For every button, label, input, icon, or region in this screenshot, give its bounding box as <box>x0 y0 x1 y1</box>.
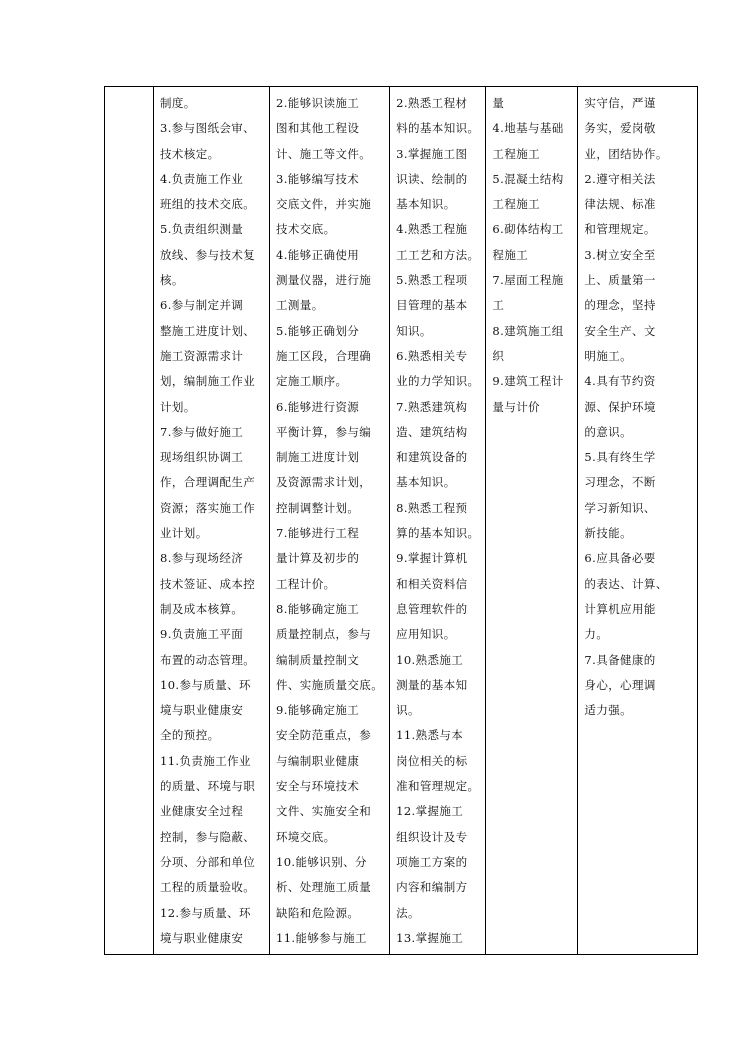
cell-text-line: 和管理规定。 <box>584 222 656 237</box>
cell-text-line: 测量仪器，进行施 <box>276 273 372 288</box>
cell-text-line: 识。 <box>396 703 420 718</box>
cell-text-line: 安全与环境技术 <box>276 779 360 794</box>
cell-text-line: 6.能够进行资源 <box>276 399 360 414</box>
cell-text-line: 放线、参与技术复 <box>160 247 256 262</box>
cell-text-line: 4.能够正确使用 <box>276 247 360 262</box>
cell-text-line: 4.地基与基础 <box>492 121 564 136</box>
cell-text-line: 文件、实施安全和 <box>276 804 372 819</box>
cell-text-line: 务实，爱岗敬 <box>584 121 656 136</box>
cell-text-line: 算的基本知识。 <box>396 526 480 541</box>
cell-text-line: 习理念，不断 <box>584 475 656 490</box>
cell-text-line: 工程计价。 <box>276 576 336 591</box>
cell-text-line: 4.具有节约资 <box>584 374 656 389</box>
cell-text-line: 3.参与图纸会审、 <box>160 121 256 136</box>
cell-text-line: 工程施工 <box>492 146 541 161</box>
cell-text-line: 力。 <box>584 627 609 642</box>
cell-text-line: 9.掌握计算机 <box>396 551 468 566</box>
cell-text-line: 2.能够识读施工 <box>276 96 360 110</box>
cell-text-line: 2.遵守相关法 <box>584 171 656 186</box>
cell-text-line: 律法规、标准 <box>584 197 656 212</box>
cell-text-line: 环境交底。 <box>276 829 336 844</box>
cell-text-line: 2.熟悉工程材 <box>396 96 468 110</box>
table-cell-qualities <box>578 87 698 955</box>
cell-text-line: 控制，参与隐蔽、 <box>160 829 256 844</box>
cell-text-line: 知识。 <box>396 323 432 338</box>
cell-text-line: 整施工进度计划、 <box>160 323 256 338</box>
cell-text-line: 织 <box>492 348 505 363</box>
cell-text-line: 识读、绘制的 <box>396 171 468 186</box>
cell-text-line: 缺陷和危险源。 <box>276 905 360 920</box>
cell-text-line: 适力强。 <box>584 703 633 718</box>
cell-text-line: 程施工 <box>492 247 529 262</box>
cell-text-line: 10.参与质量、环 <box>160 677 251 692</box>
cell-text-line: 造、建筑结构 <box>396 424 468 439</box>
cell-text-line: 明施工。 <box>584 348 633 363</box>
cell-text-line: 7.熟悉建筑构 <box>396 399 468 414</box>
cell-text-line: 7.能够进行工程 <box>276 526 360 541</box>
cell-text-line: 的质量、环境与职 <box>160 779 256 794</box>
cell-text-line: 6.熟悉相关专 <box>396 348 468 363</box>
cell-text-line: 和建筑设备的 <box>396 450 468 465</box>
cell-text-line: 分项、分部和单位 <box>160 854 256 869</box>
cell-text-line: 5.具有终生学 <box>584 450 656 465</box>
cell-text-line: 项施工方案的 <box>396 854 468 869</box>
cell-text-line: 计算机应用能 <box>584 601 656 616</box>
cell-text-line: 的意识。 <box>584 424 633 439</box>
cell-text-line: 境与职业健康安 <box>160 930 244 945</box>
cell-text-line: 业，团结协作。 <box>584 146 668 161</box>
cell-text-line: 6.应具备必要 <box>584 551 656 566</box>
cell-text-line: 基本知识。 <box>396 197 456 212</box>
cell-text-line: 全的预控。 <box>160 728 220 743</box>
cell-text-line: 作，合理调配生产 <box>160 475 256 490</box>
cell-text-line: 11.能够参与施工 <box>276 930 367 945</box>
cell-text-line: 10.能够识别、分 <box>276 854 367 869</box>
table-cell-courses <box>486 87 578 955</box>
cell-text-line: 量与计价 <box>492 399 541 414</box>
cell-text-line: 3.掌握施工图 <box>396 146 468 161</box>
cell-text-line: 业的力学知识。 <box>396 374 480 389</box>
cell-text-line: 的表达、计算、 <box>584 576 668 591</box>
cell-text-line: 息管理软件的 <box>396 601 468 616</box>
cell-text-line: 新技能。 <box>584 526 633 541</box>
cell-text-line: 和相关资料信 <box>396 576 468 591</box>
cell-text-line: 量 <box>492 96 505 110</box>
cell-text-line: 组织设计及专 <box>396 829 468 844</box>
cell-text-line: 班组的技术交底。 <box>160 197 256 212</box>
cell-text-line: 技术交底。 <box>276 222 336 237</box>
cell-text-line: 境与职业健康安 <box>160 703 244 718</box>
cell-text-line: 定施工顺序。 <box>276 374 348 389</box>
cell-text-line: 制度。 <box>160 96 196 110</box>
cell-text-line: 编制质量控制文 <box>276 652 360 667</box>
cell-text-line: 7.屋面工程施 <box>492 273 564 288</box>
cell-text-line: 析、处理施工质量 <box>276 880 372 895</box>
cell-text-line: 源、保护环境 <box>584 399 656 414</box>
cell-text-line: 工 <box>492 298 505 313</box>
cell-text-line: 工程施工 <box>492 197 541 212</box>
cell-text-line: 业计划。 <box>160 526 208 541</box>
cell-text-line: 4.熟悉工程施 <box>396 222 468 237</box>
cell-text-line: 内容和编制方 <box>396 880 468 895</box>
cell-text-line: 上、质量第一 <box>584 273 656 288</box>
cell-text-line: 3.能够编写技术 <box>276 171 360 186</box>
cell-text-line: 11.熟悉与本 <box>396 728 464 743</box>
cell-text-line: 9.负责施工平面 <box>160 627 244 642</box>
cell-text-line: 12.参与质量、环 <box>160 905 251 920</box>
cell-text-line: 8.参与现场经济 <box>160 551 244 566</box>
cell-text-line: 8.建筑施工组 <box>492 323 564 338</box>
cell-text-line: 13.掌握施工 <box>396 930 464 945</box>
cell-text-line: 工工艺和方法。 <box>396 247 480 262</box>
cell-text-line: 技术签证、成本控 <box>160 576 256 591</box>
cell-text-line: 质量控制点，参与 <box>276 627 372 642</box>
cell-text-line: 施工区段，合理确 <box>276 348 372 363</box>
cell-text-line: 平衡计算，参与编 <box>276 424 372 439</box>
cell-text-line: 制及成本核算。 <box>160 601 244 616</box>
cell-text-line: 5.熟悉工程项 <box>396 273 468 288</box>
cell-text-line: 4.负责施工作业 <box>160 171 244 186</box>
cell-text-line: 学习新知识、 <box>584 500 656 515</box>
cell-text-line: 业健康安全过程 <box>160 804 244 819</box>
cell-text-line: 7.具备健康的 <box>584 652 656 667</box>
cell-text-line: 身心，心理调 <box>584 677 656 692</box>
cell-text-line: 准和管理规定。 <box>396 779 480 794</box>
curriculum-table <box>104 86 698 955</box>
cell-text-line: 量计算及初步的 <box>276 551 360 566</box>
cell-text-line: 测量的基本知 <box>396 677 468 692</box>
cell-text-line: 目管理的基本 <box>396 298 468 313</box>
cell-text-line: 交底文件，并实施 <box>276 197 372 212</box>
cell-text-line: 基本知识。 <box>396 475 456 490</box>
cell-text-line: 件、实施质量交底。 <box>276 677 384 692</box>
cell-text-line: 6.砌体结构工 <box>492 222 564 237</box>
table-cell-knowledge <box>390 87 486 955</box>
cell-text-line: 9.建筑工程计 <box>492 374 564 389</box>
cell-text-line: 11.负责施工作业 <box>160 753 251 768</box>
table-cell-skills <box>270 87 390 955</box>
cell-text-line: 计划。 <box>160 399 196 414</box>
cell-text-line: 资源；落实施工作 <box>160 500 256 515</box>
cell-text-line: 12.掌握施工 <box>396 804 464 819</box>
cell-text-line: 与编制职业健康 <box>276 753 360 768</box>
cell-text-line: 技术核定。 <box>160 146 220 161</box>
cell-text-line: 工测量。 <box>276 298 324 313</box>
cell-text-line: 控制调整计划。 <box>276 500 360 515</box>
cell-text-line: 计、施工等文件。 <box>276 146 372 161</box>
cell-text-line: 布置的动态管理。 <box>160 652 256 667</box>
cell-text-line: 5.混凝土结构 <box>492 171 564 186</box>
cell-text-line: 施工资源需求计 <box>160 348 244 363</box>
cell-text-line: 法。 <box>396 905 420 920</box>
cell-text-line: 及资源需求计划， <box>276 475 372 490</box>
cell-text-line: 核。 <box>160 273 184 288</box>
cell-text-line: 实守信，严谨 <box>584 96 656 110</box>
cell-text-line: 8.熟悉工程预 <box>396 500 468 515</box>
cell-text-line: 5.能够正确划分 <box>276 323 360 338</box>
cell-text-line: 安全生产、文 <box>584 323 656 338</box>
cell-text-line: 划，编制施工作业 <box>160 374 256 389</box>
cell-text-line: 的理念，坚持 <box>584 298 656 313</box>
table-cell-empty <box>105 87 154 955</box>
cell-text-line: 7.参与做好施工 <box>160 424 244 439</box>
cell-text-line: 岗位相关的标 <box>396 753 468 768</box>
cell-text-line: 6.参与制定并调 <box>160 298 244 313</box>
table-cell-work-duties <box>154 87 270 955</box>
cell-text-line: 3.树立安全至 <box>584 247 656 262</box>
cell-text-line: 8.能够确定施工 <box>276 601 360 616</box>
cell-text-line: 现场组织协调工 <box>160 450 244 465</box>
cell-text-line: 应用知识。 <box>396 627 456 642</box>
cell-text-line: 图和其他工程设 <box>276 121 360 136</box>
cell-text-line: 安全防范重点，参 <box>276 728 372 743</box>
table-row <box>105 87 698 955</box>
cell-text-line: 10.熟悉施工 <box>396 652 464 667</box>
cell-text-line: 9.能够确定施工 <box>276 703 360 718</box>
cell-text-line: 料的基本知识。 <box>396 121 480 136</box>
cell-text-line: 工程的质量验收。 <box>160 880 256 895</box>
cell-text-line: 制施工进度计划 <box>276 450 360 465</box>
cell-text-line: 5.负责组织测量 <box>160 222 244 237</box>
